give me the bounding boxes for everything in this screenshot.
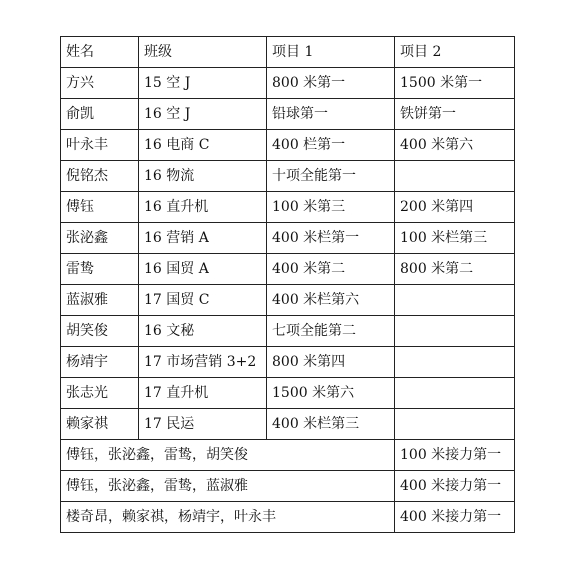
event-2-cell: 400 米第六 — [395, 130, 515, 161]
name-cell: 张泌鑫 — [61, 223, 139, 254]
class-cell: 17 直升机 — [139, 378, 267, 409]
class-cell: 16 营销 A — [139, 223, 267, 254]
table-row — [61, 223, 515, 254]
name-cell: 叶永丰 — [61, 130, 139, 161]
header-name-cell: 姓名 — [61, 37, 139, 68]
name-cell: 杨靖宇 — [61, 347, 139, 378]
class-cell: 16 国贸 A — [139, 254, 267, 285]
relay-result-cell: 400 米接力第一 — [395, 502, 515, 533]
class-cell: 17 民运 — [139, 409, 267, 440]
relay-result-cell: 100 米接力第一 — [395, 440, 515, 471]
class-cell: 17 国贸 C — [139, 285, 267, 316]
table-row — [61, 68, 515, 99]
results-table — [60, 36, 515, 533]
name-cell: 傅钰 — [61, 192, 139, 223]
event-1-cell: 400 米栏第六 — [267, 285, 395, 316]
name-cell: 蓝淑雅 — [61, 285, 139, 316]
relay-result-cell: 400 米接力第一 — [395, 471, 515, 502]
event-1-cell: 铅球第一 — [267, 99, 395, 130]
header-row — [61, 37, 515, 68]
event-1-cell: 400 米第二 — [267, 254, 395, 285]
event-2-cell: 100 米栏第三 — [395, 223, 515, 254]
class-cell: 16 文秘 — [139, 316, 267, 347]
event-2-cell — [395, 316, 515, 347]
header-event-1-cell: 项目 1 — [267, 37, 395, 68]
table-row — [61, 254, 515, 285]
event-1-cell: 1500 米第六 — [267, 378, 395, 409]
class-cell: 15 空 J — [139, 68, 267, 99]
event-1-cell: 100 米第三 — [267, 192, 395, 223]
name-cell: 赖家祺 — [61, 409, 139, 440]
relay-members-cell: 楼奇昂，赖家祺，杨靖宇，叶永丰 — [61, 502, 395, 533]
class-cell: 16 空 J — [139, 99, 267, 130]
name-cell: 雷鸷 — [61, 254, 139, 285]
event-2-cell — [395, 285, 515, 316]
event-2-cell — [395, 378, 515, 409]
table-row — [61, 192, 515, 223]
header-event-2-cell: 项目 2 — [395, 37, 515, 68]
table-row — [61, 378, 515, 409]
results-table-body — [61, 37, 515, 533]
event-1-cell: 400 栏第一 — [267, 130, 395, 161]
event-1-cell: 400 米栏第三 — [267, 409, 395, 440]
class-cell: 16 电商 C — [139, 130, 267, 161]
event-1-cell: 800 米第一 — [267, 68, 395, 99]
class-cell: 16 物流 — [139, 161, 267, 192]
table-row — [61, 161, 515, 192]
relay-members-cell: 傅钰，张泌鑫，雷鸷，蓝淑雅 — [61, 471, 395, 502]
name-cell: 方兴 — [61, 68, 139, 99]
event-2-cell: 200 米第四 — [395, 192, 515, 223]
relay-members-cell: 傅钰，张泌鑫，雷鸷，胡笑俊 — [61, 440, 395, 471]
name-cell: 倪铭杰 — [61, 161, 139, 192]
event-2-cell — [395, 161, 515, 192]
table-row — [61, 130, 515, 161]
event-2-cell: 铁饼第一 — [395, 99, 515, 130]
event-2-cell: 800 米第二 — [395, 254, 515, 285]
name-cell: 张志光 — [61, 378, 139, 409]
name-cell: 俞凯 — [61, 99, 139, 130]
relay-row — [61, 471, 515, 502]
table-row — [61, 409, 515, 440]
event-1-cell: 七项全能第二 — [267, 316, 395, 347]
event-2-cell — [395, 409, 515, 440]
table-row — [61, 285, 515, 316]
relay-row — [61, 440, 515, 471]
event-2-cell — [395, 347, 515, 378]
class-cell: 17 市场营销 3+2 — [139, 347, 267, 378]
class-cell: 16 直升机 — [139, 192, 267, 223]
event-2-cell: 1500 米第一 — [395, 68, 515, 99]
table-row — [61, 99, 515, 130]
table-row — [61, 316, 515, 347]
event-1-cell: 十项全能第一 — [267, 161, 395, 192]
table-row — [61, 347, 515, 378]
name-cell: 胡笑俊 — [61, 316, 139, 347]
event-1-cell: 800 米第四 — [267, 347, 395, 378]
event-1-cell: 400 米栏第一 — [267, 223, 395, 254]
header-class-cell: 班级 — [139, 37, 267, 68]
relay-row — [61, 502, 515, 533]
